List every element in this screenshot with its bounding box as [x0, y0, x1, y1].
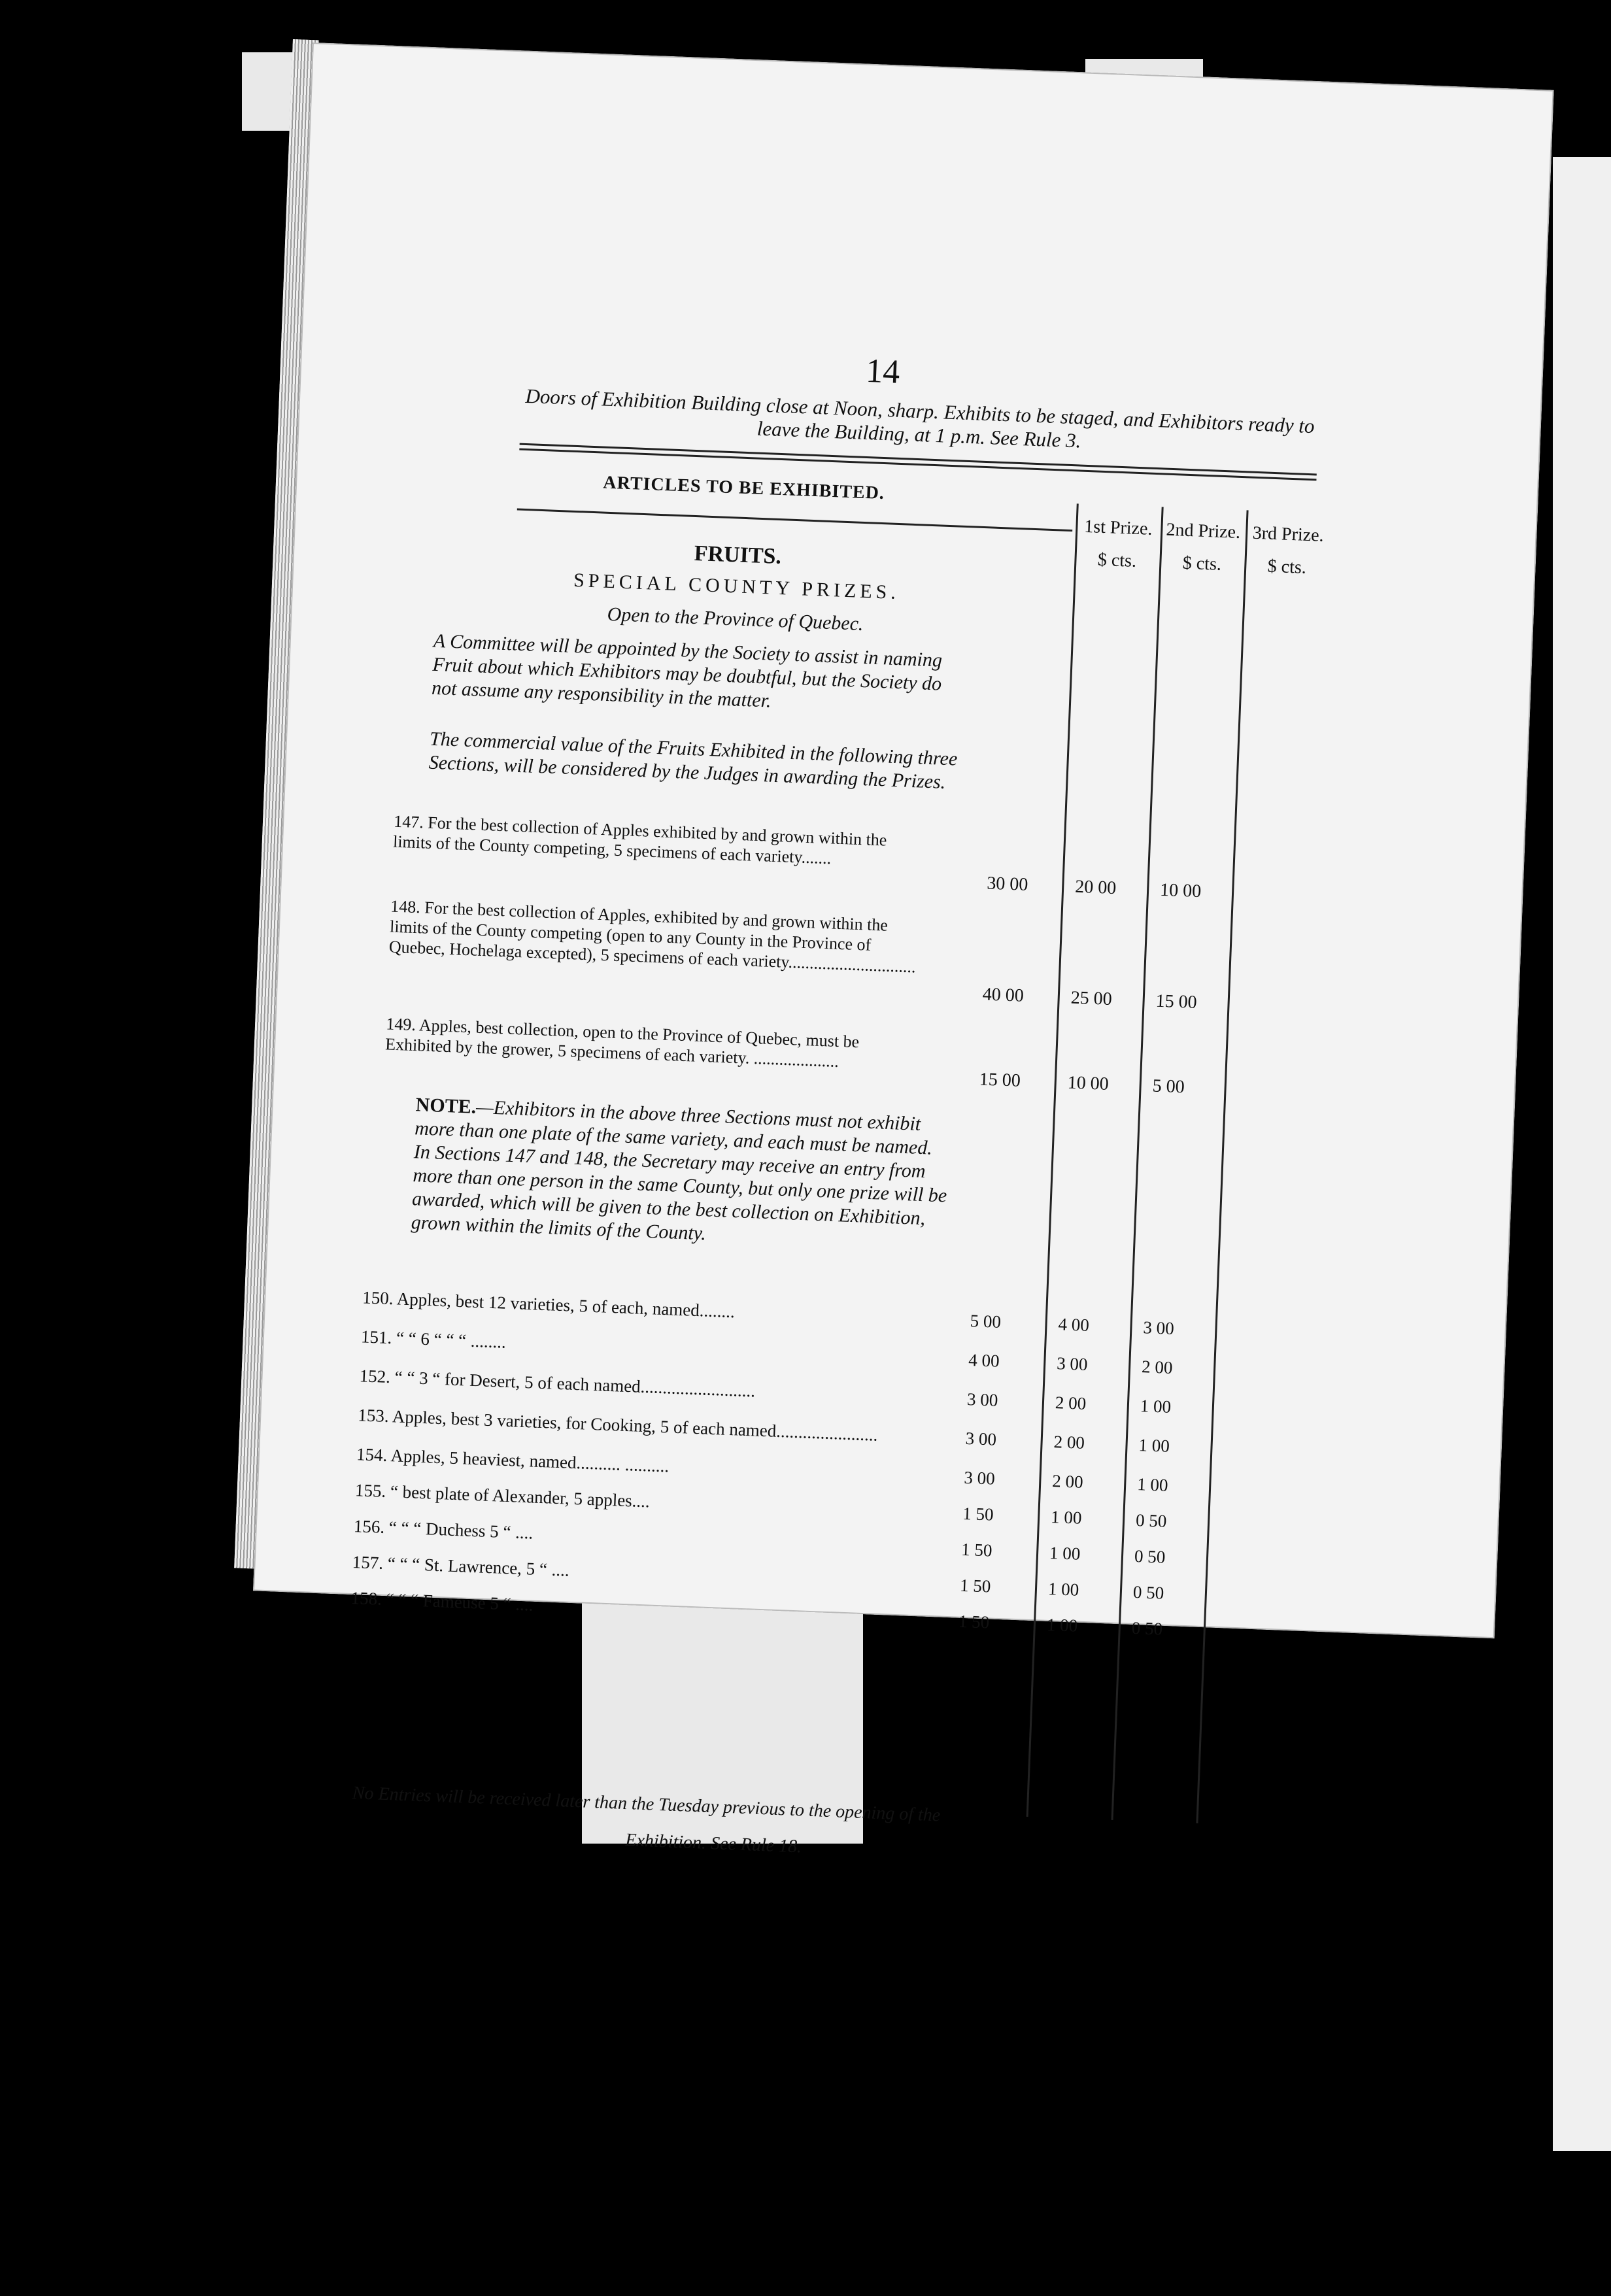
subsection-title: SPECIAL COUNTY PRIZES. [573, 569, 900, 604]
footer-line: No Entries will be received later than the Tuesday previous to the opening of the [352, 1782, 941, 1826]
prize-2nd: 25 00 [1070, 987, 1113, 1010]
column-3rd-prize: 3rd Prize. $ cts. [1252, 522, 1325, 578]
table-row: 153. Apples, best 3 varieties, for Cooking, 5 of each named....................... 3 00 2 00 1 00 [357, 1405, 1170, 1456]
facing-page-edge [1553, 157, 1611, 2151]
page-number: 14 [865, 352, 901, 391]
table-row: 151. “ “ 6 “ “ “ ........ 4 00 3 00 2 00 [360, 1326, 1173, 1377]
prize-3rd: 10 00 [1159, 879, 1202, 902]
footer-line: Exhibition. See Rule 18. [624, 1830, 802, 1857]
table-heading: ARTICLES TO BE EXHIBITED. [602, 472, 885, 504]
column-2nd-prize: 2nd Prize. $ cts. [1165, 519, 1241, 575]
prize-1st: 40 00 [982, 984, 1025, 1006]
prize-3rd: 5 00 [1152, 1075, 1185, 1098]
prize-2nd: 20 00 [1074, 876, 1117, 899]
open-to: Open to the Province of Quebec. [607, 603, 864, 635]
intro-paragraph: A Committee will be appointed by the Society to assist in naming Fruit about which Exhibitors may be doubtful, but the Society do not assume any responsibility in the matter. [431, 630, 943, 712]
prize-1st: 30 00 [986, 873, 1028, 895]
prize-3rd: 15 00 [1155, 990, 1198, 1013]
table-row: 156. “ “ “ Duchess 5 “ .... 1 50 1 00 0 50 [353, 1516, 1166, 1567]
column-1st-prize: 1st Prize. $ cts. [1083, 516, 1153, 571]
table-row: 152. “ “ 3 “ for Desert, 5 of each named.......................... 3 00 2 00 1 00 [359, 1366, 1172, 1417]
table-row: 158. “ “ “ Fameuse 5 “ .... 1 50 1 00 0 50 [350, 1588, 1163, 1639]
section-title: FRUITS. [694, 541, 782, 569]
table-row: 155. “ best plate of Alexander, 5 apples.... 1 50 1 00 0 50 [354, 1480, 1167, 1531]
prize-1st: 15 00 [979, 1069, 1021, 1091]
list-item: 147. For the best collection of Apples exhibited by and grown within the limits of the County competing, 5 specimens of each variety....... [392, 811, 887, 868]
table-row: 150. Apples, best 12 varieties, 5 of each, named........ 5 00 4 00 3 00 [362, 1287, 1175, 1339]
document-page [253, 42, 1554, 1638]
note-label: NOTE. [415, 1094, 477, 1118]
header-note: Doors of Exhibition Building close at Noon, sharp. Exhibits to be staged, and Exhibitors ready to leave the Building, at 1 p.m. See Rule 3. [524, 384, 1315, 452]
prize-2nd: 10 00 [1067, 1072, 1110, 1094]
note-text: —Exhibitors in the above three Sections must not exhibit more than one plate of the same variety, and each must be named. In Sections 147 and 148, the Secretary may receive an entry from more than one person in the same County, but only one prize will be awarded, which will be given to the best collection on Exhibition, grown within the limits of the County. [411, 1096, 947, 1245]
table-row: 157. “ “ “ St. Lawrence, 5 “ .... 1 50 1 00 0 50 [352, 1552, 1164, 1603]
intro-paragraph: The commercial value of the Fruits Exhibited in the following three Sections, will be considered by the Judges in awarding the Prizes. [428, 728, 958, 793]
table-row: 154. Apples, 5 heaviest, named.......... .......... 3 00 2 00 1 00 [356, 1444, 1169, 1495]
list-item: 149. Apples, best collection, open to the Province of Quebec, must be Exhibited by the grower, 5 specimens of each variety. .................... [384, 1014, 860, 1072]
note-paragraph [411, 1093, 952, 1255]
list-item: 148. For the best collection of Apples, exhibited by and grown within the limits of the County competing (open to any County in the Province of Quebec, Hochelaga excepted), 5 specimens of each variety.............................. [388, 896, 917, 977]
divider [517, 509, 1072, 532]
footer-note [350, 1775, 1189, 1880]
